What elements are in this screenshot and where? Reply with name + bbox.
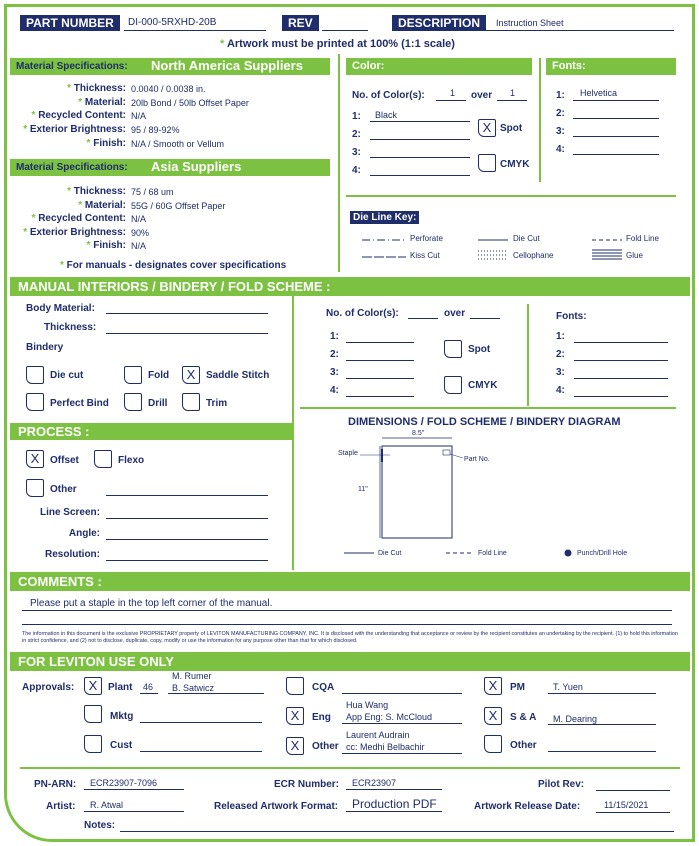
int-font-1-line[interactable] bbox=[574, 342, 668, 343]
diagram-foldline-label: Fold Line bbox=[478, 550, 507, 557]
color-3-line bbox=[370, 157, 470, 158]
asia-material: 55G / 60G Offset Paper bbox=[131, 201, 226, 211]
release-date-value: 11/15/2021 bbox=[604, 800, 649, 810]
int-cmyk-label: CMYK bbox=[468, 380, 498, 391]
color-1: Black bbox=[375, 110, 398, 120]
na-thickness-label: * Thickness: bbox=[67, 83, 126, 94]
asia-material-label: * Material: bbox=[78, 200, 126, 211]
diagram-part-no: Part No. bbox=[464, 456, 490, 463]
font-1-line bbox=[573, 100, 659, 101]
diagram-width: 8.5" bbox=[412, 430, 425, 437]
glue-line-icon bbox=[592, 248, 622, 262]
artist-value: R. Atwal bbox=[90, 800, 124, 810]
other-process-checkbox[interactable] bbox=[26, 479, 44, 497]
other2-checkbox[interactable] bbox=[484, 735, 502, 753]
mktg-checkbox[interactable] bbox=[84, 705, 102, 723]
diagram-height: 11" bbox=[358, 486, 368, 493]
plant-number-line bbox=[140, 693, 158, 694]
body-material-label: Body Material: bbox=[26, 303, 95, 314]
foldline-line-icon bbox=[592, 236, 622, 244]
na-title-bar bbox=[10, 58, 330, 75]
fold-label: Fold bbox=[148, 370, 170, 381]
na-material-label: * Material: bbox=[78, 97, 126, 108]
notes-line[interactable] bbox=[120, 831, 674, 832]
cqa-label: CQA bbox=[312, 682, 335, 693]
interiors-title: MANUAL INTERIORS / BINDERY / FOLD SCHEME : bbox=[10, 277, 690, 296]
perfect-bind-label: Perfect Bind bbox=[50, 398, 109, 409]
rev-label: REV bbox=[282, 15, 319, 31]
spot-checkbox[interactable]: X bbox=[478, 119, 496, 137]
other-label: Other bbox=[312, 741, 339, 752]
pilot-rev-line[interactable] bbox=[596, 790, 670, 791]
int-over-line[interactable] bbox=[470, 318, 500, 319]
artwork-note: * Artwork must be printed at 100% (1:1 scale) bbox=[220, 38, 455, 50]
other-name-1: Laurent Audrain bbox=[346, 730, 410, 740]
sa-label: S & A bbox=[510, 712, 537, 723]
asia-title-prefix: Material Specifications: bbox=[16, 162, 128, 173]
spot-label: Spot bbox=[500, 123, 523, 134]
flexo-checkbox[interactable] bbox=[94, 450, 112, 468]
pm-name: T. Yuen bbox=[553, 682, 583, 692]
cellophane-label: Cellophane bbox=[513, 251, 554, 260]
other-process-label: Other bbox=[50, 484, 77, 495]
trim-label: Trim bbox=[206, 398, 228, 409]
description-value: Instruction Sheet bbox=[496, 18, 564, 28]
diecut-label: Die Cut bbox=[513, 234, 540, 243]
asia-title: Asia Suppliers bbox=[151, 159, 242, 174]
asia-brightness-label: * Exterior Brightness: bbox=[23, 227, 126, 238]
eng-checkbox[interactable]: X bbox=[286, 707, 304, 725]
thickness-line[interactable] bbox=[106, 333, 268, 334]
asia-thickness: 75 / 68 um bbox=[131, 187, 174, 197]
na-finish-label: * Finish: bbox=[86, 138, 126, 149]
int-font-4-line[interactable] bbox=[574, 396, 668, 397]
notes-label: Notes: bbox=[84, 820, 116, 831]
thickness-label: Thickness: bbox=[44, 322, 97, 333]
perforate-label: Perforate bbox=[410, 234, 443, 243]
na-brightness: 95 / 89-92% bbox=[131, 125, 180, 135]
pn-arn-label: PN-ARN: bbox=[34, 779, 77, 790]
eng-label: Eng bbox=[312, 712, 331, 723]
punch-hole-icon bbox=[564, 549, 572, 557]
mktg-line[interactable] bbox=[140, 722, 262, 723]
description-line bbox=[484, 30, 674, 31]
asia-title-bar bbox=[10, 159, 330, 176]
cust-line[interactable] bbox=[140, 751, 262, 752]
asia-finish-label: * Finish: bbox=[86, 240, 126, 251]
diagram-title: DIMENSIONS / FOLD SCHEME / BINDERY DIAGRAM bbox=[348, 416, 621, 428]
asia-recycled-label: * Recycled Content: bbox=[31, 213, 126, 224]
cellophane-line-icon bbox=[478, 249, 508, 261]
color-num-line bbox=[436, 100, 466, 101]
divider-interiors bbox=[292, 296, 294, 570]
int-over-label: over bbox=[444, 308, 466, 319]
int-color-3-line[interactable] bbox=[346, 378, 414, 379]
divider-dieline bbox=[346, 195, 676, 197]
eng-line bbox=[342, 723, 462, 724]
comments-text: Please put a staple in the top left corner of the manual. bbox=[30, 598, 273, 609]
perfect-bind-checkbox[interactable] bbox=[26, 393, 44, 411]
color-over-label: over bbox=[471, 90, 493, 101]
color-num-label: No. of Color(s): bbox=[352, 90, 425, 101]
diecut-line-icon bbox=[478, 236, 508, 244]
flexo-label: Flexo bbox=[118, 455, 145, 466]
sa-checkbox[interactable]: X bbox=[484, 707, 502, 725]
na-finish: N/A / Smooth or Vellum bbox=[131, 139, 225, 149]
pm-checkbox[interactable]: X bbox=[484, 677, 502, 695]
int-spot-checkbox[interactable] bbox=[444, 340, 462, 358]
eng-name-2: App Eng: S. McCloud bbox=[346, 712, 433, 722]
na-recycled-label: * Recycled Content: bbox=[31, 110, 126, 121]
line-screen-label: Line Screen: bbox=[39, 507, 100, 518]
manuals-note: * For manuals - designates cover specifications bbox=[60, 260, 287, 271]
dieline-title: Die Line Key: bbox=[350, 211, 419, 224]
resolution-label: Resolution: bbox=[45, 549, 100, 560]
asia-thickness-label: * Thickness: bbox=[67, 186, 126, 197]
trim-checkbox[interactable] bbox=[182, 393, 200, 411]
plant-name-1: M. Rumer bbox=[172, 671, 212, 681]
color-2-line bbox=[370, 139, 470, 140]
sa-name: M. Dearing bbox=[553, 714, 598, 724]
diagram-diecut-label: Die Cut bbox=[378, 550, 402, 557]
artist-label: Artist: bbox=[46, 801, 76, 812]
line-screen-line[interactable] bbox=[106, 518, 268, 519]
drill-label: Drill bbox=[148, 398, 168, 409]
pn-arn-value: ECR23907-7096 bbox=[90, 778, 158, 788]
format-value: Production PDF bbox=[352, 797, 437, 811]
font-3-line bbox=[573, 136, 659, 137]
cmyk-label: CMYK bbox=[500, 159, 530, 170]
plant-name-2: B. Satwicz bbox=[172, 683, 215, 693]
saddle-stitch-checkbox[interactable]: X bbox=[182, 366, 200, 384]
other2-line[interactable] bbox=[548, 751, 656, 752]
other-process-line[interactable] bbox=[106, 495, 268, 496]
cqa-checkbox[interactable] bbox=[286, 677, 304, 695]
body-material-line[interactable] bbox=[106, 313, 268, 314]
color-num: 1 bbox=[450, 88, 456, 98]
artist-line bbox=[84, 811, 184, 812]
int-cmyk-checkbox[interactable] bbox=[444, 376, 462, 394]
diagram-punch-label: Punch/Drill Hole bbox=[577, 550, 628, 557]
int-font-3-line[interactable] bbox=[574, 378, 668, 379]
int-color-num-label: No. of Color(s): bbox=[326, 308, 399, 319]
other2-label: Other bbox=[510, 740, 537, 751]
part-number-label: PART NUMBER bbox=[20, 15, 120, 31]
release-date-label: Artwork Release Date: bbox=[474, 801, 581, 812]
plant-number: 46 bbox=[143, 682, 154, 692]
int-spot-label: Spot bbox=[468, 344, 491, 355]
comments-line-2[interactable] bbox=[22, 624, 672, 625]
na-recycled: N/A bbox=[131, 111, 147, 121]
description-label: DESCRIPTION bbox=[392, 15, 486, 31]
kisscut-line-icon bbox=[362, 253, 406, 261]
color-4-line bbox=[370, 175, 470, 176]
na-title-prefix: Material Specifications: bbox=[16, 61, 128, 72]
divider-footer bbox=[20, 767, 680, 769]
asia-brightness: 90% bbox=[131, 228, 150, 238]
cust-label: Cust bbox=[110, 740, 133, 751]
format-line bbox=[346, 811, 442, 812]
process-title: PROCESS : bbox=[10, 423, 292, 440]
asia-finish: N/A bbox=[131, 241, 147, 251]
plant-label: Plant bbox=[108, 682, 133, 693]
other-checkbox[interactable]: X bbox=[286, 737, 304, 755]
divider-color-fonts bbox=[539, 58, 541, 182]
font-4-line bbox=[573, 154, 659, 155]
diagram-foldline-icon bbox=[446, 550, 474, 556]
plant-name-line bbox=[168, 693, 264, 694]
font-1: Helvetica bbox=[580, 88, 618, 98]
ecr-label: ECR Number: bbox=[274, 779, 340, 790]
na-material: 20lb Bond / 50lb Offset Paper bbox=[131, 98, 249, 108]
angle-label: Angle: bbox=[68, 528, 100, 539]
glue-label: Glue bbox=[626, 251, 643, 260]
plant-checkbox[interactable]: X bbox=[84, 677, 102, 695]
int-color-2-line[interactable] bbox=[346, 360, 414, 361]
color-over: 1 bbox=[510, 88, 516, 98]
ecr-value: ECR23907 bbox=[352, 778, 397, 788]
int-color-1-line[interactable] bbox=[346, 342, 414, 343]
leviton-title: FOR LEVITON USE ONLY bbox=[10, 652, 690, 671]
divider-vertical-top bbox=[338, 54, 340, 272]
other-name-2: cc: Medhi Belbachir bbox=[346, 742, 425, 752]
approvals-label: Approvals: bbox=[22, 682, 75, 693]
offset-checkbox[interactable]: X bbox=[26, 450, 44, 468]
eng-name-1: Hua Wang bbox=[346, 700, 389, 710]
font-2-line bbox=[573, 118, 659, 119]
pm-label: PM bbox=[510, 682, 525, 693]
disclaimer: The information in this document is the exclusive PROPRIETARY property of LEVITON MANUFACTURING COMPANY, INC. It is disclosed with the understanding that acceptance or review by the recipient constitutes an undertaking by the recipient. (1) to hold this information in strict confidence, and (2) not to disclose, duplicate, copy, modify or use the information for any purpose other than that for which disclosed. bbox=[22, 631, 678, 644]
comments-title: COMMENTS : bbox=[10, 572, 690, 591]
ecr-line bbox=[346, 789, 442, 790]
int-fonts-label: Fonts: bbox=[556, 311, 587, 322]
perforate-line-icon bbox=[362, 236, 406, 244]
pm-line bbox=[548, 693, 656, 694]
fold-checkbox[interactable] bbox=[124, 366, 142, 384]
na-thickness: 0.0040 / 0.0038 in. bbox=[131, 84, 206, 94]
offset-label: Offset bbox=[50, 455, 79, 466]
pilot-rev-label: Pilot Rev: bbox=[538, 779, 585, 790]
cust-checkbox[interactable] bbox=[84, 735, 102, 753]
int-color-num-line[interactable] bbox=[408, 318, 438, 319]
pn-arn-line bbox=[84, 789, 184, 790]
bindery-label: Bindery bbox=[26, 342, 64, 353]
sa-line bbox=[548, 724, 656, 725]
release-date-line bbox=[596, 812, 670, 813]
kisscut-label: Kiss Cut bbox=[410, 251, 440, 260]
part-number-line bbox=[124, 30, 266, 31]
fonts-title: Fonts: bbox=[546, 58, 676, 75]
drill-checkbox[interactable] bbox=[124, 393, 142, 411]
int-font-2-line[interactable] bbox=[574, 360, 668, 361]
cqa-line[interactable] bbox=[342, 693, 462, 694]
divider-int-fonts bbox=[527, 304, 529, 406]
diagram-diecut-icon bbox=[344, 550, 374, 556]
diagram-drawing bbox=[330, 428, 500, 548]
resolution-line[interactable] bbox=[106, 560, 268, 561]
color-title: Color: bbox=[346, 58, 532, 75]
die-cut-checkbox[interactable] bbox=[26, 366, 44, 384]
na-brightness-label: * Exterior Brightness: bbox=[23, 124, 126, 135]
color-over-line bbox=[497, 100, 527, 101]
rev-line bbox=[322, 30, 368, 31]
asia-recycled: N/A bbox=[131, 214, 147, 224]
color-1-line bbox=[370, 121, 470, 122]
na-title: North America Suppliers bbox=[151, 58, 303, 73]
other-line bbox=[342, 753, 462, 754]
die-cut-label: Die cut bbox=[50, 370, 84, 381]
part-number-value: DI-000-5RXHD-20B bbox=[128, 17, 217, 28]
cmyk-checkbox[interactable] bbox=[478, 154, 496, 172]
diagram-staple: Staple bbox=[338, 450, 358, 457]
foldline-label: Fold Line bbox=[626, 234, 659, 243]
comments-line-1[interactable] bbox=[22, 610, 672, 611]
saddle-stitch-label: Saddle Stitch bbox=[206, 370, 270, 381]
angle-line[interactable] bbox=[106, 539, 268, 540]
mktg-label: Mktg bbox=[110, 711, 134, 722]
int-color-4-line[interactable] bbox=[346, 396, 414, 397]
divider-diagram bbox=[300, 407, 676, 409]
format-label: Released Artwork Format: bbox=[214, 801, 339, 812]
